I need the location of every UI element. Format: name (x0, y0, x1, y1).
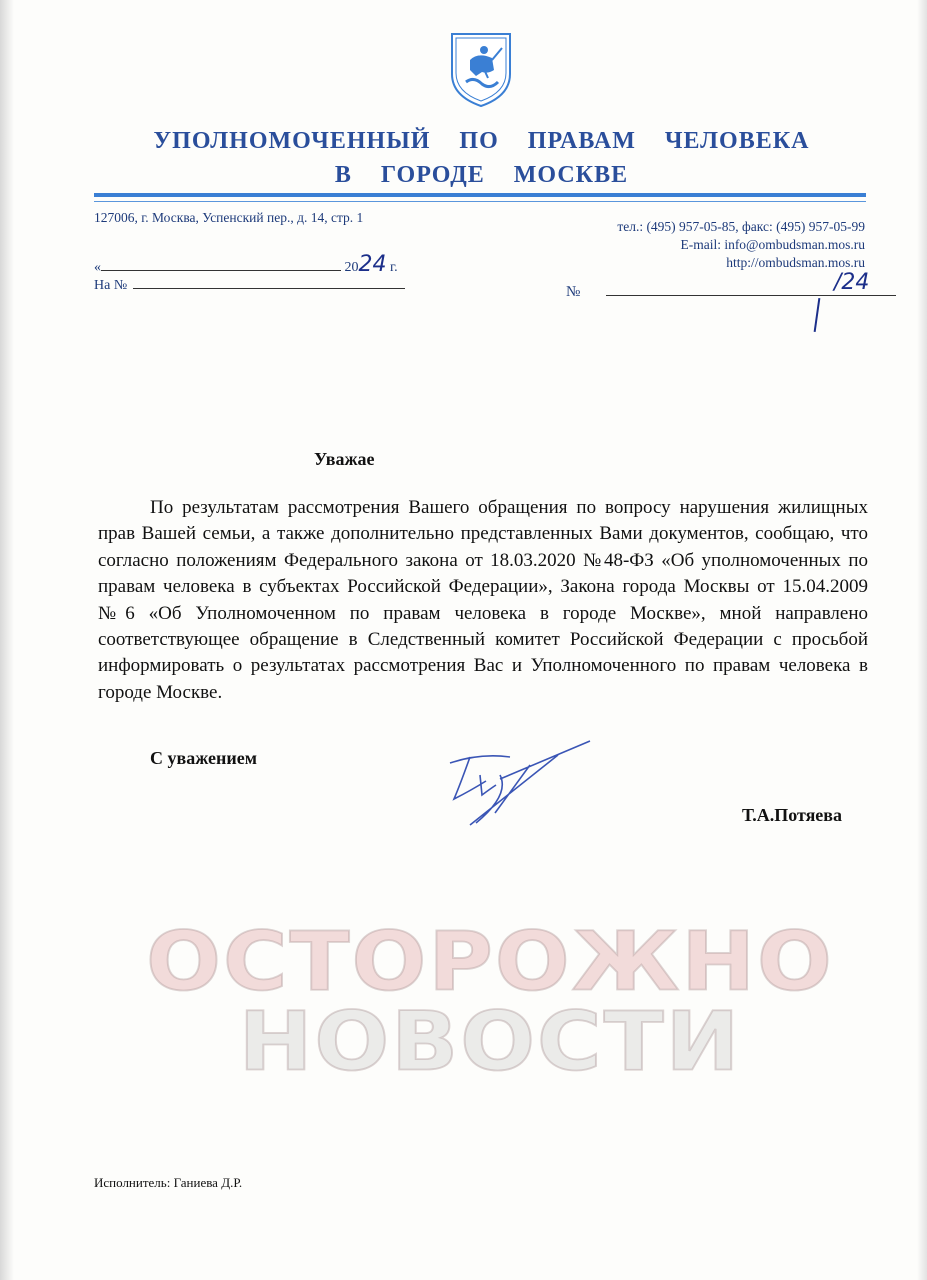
page-shadow-left (0, 0, 14, 1280)
org-phone: тел.: (495) 957-05-85, факс: (495) 957-05-99 (617, 219, 865, 234)
letter-body: По результатам рассмотрения Вашего обращения по вопросу нарушения жилищных прав Вашей семьи, а также дополнительно представленных Вами документов, сообщаю, что согласно положениям Федерального закона от 18.03.2020 №48-ФЗ «Об уполномоченных по правам человека в субъектах Российской Федерации», Закона города Москвы от 15.04.2009 №6 «Об Уполномоченном по правам человека в городе Москве», мной направлено соответствующее обращение в Следственный комитет Российской Федерации с просьбой информировать о результатах рассмотрения Вас и Уполномоченного по правам человека в городе Москве. (98, 497, 868, 703)
reference-label: На № (94, 278, 128, 293)
date-year-prefix: 20 (344, 260, 359, 275)
number-handwritten: /24 (834, 270, 870, 295)
reference-blank (133, 276, 405, 289)
executor-line: Исполнитель: Ганиева Д.Р. (94, 1175, 243, 1190)
org-contacts (505, 218, 865, 272)
number-handwritten-tick (814, 298, 821, 332)
date-line (94, 252, 398, 277)
watermark-line1: ОСТОРОЖНО (146, 914, 834, 1009)
org-title-line2: В ГОРОДЕ МОСКВЕ (334, 162, 629, 188)
signature (440, 735, 605, 835)
reference-line (94, 276, 405, 294)
letter-closing: С уважением (150, 748, 258, 768)
header-rule-thick (94, 193, 866, 197)
page-shadow-right (917, 0, 927, 1280)
date-blank (101, 258, 341, 271)
date-year-suffix: г. (390, 260, 398, 275)
signer-name: Т.А.Потяева (742, 805, 843, 825)
org-website: http://ombudsman.mos.ru (726, 255, 865, 270)
date-open-quote: « (94, 260, 101, 275)
org-address: 127006, г. Москва, Успенский пер., д. 14, стр. 1 (94, 210, 364, 225)
date-year-handwritten: 24 (358, 252, 387, 277)
letter-greeting: Уважае (314, 449, 375, 469)
number-label: № (566, 284, 581, 300)
header-rule-thin (94, 201, 866, 202)
moscow-coat-of-arms-icon (448, 30, 514, 108)
watermark-line2: НОВОСТИ (238, 994, 742, 1089)
org-title-line1: УПОЛНОМОЧЕННЫЙ ПО ПРАВАМ ЧЕЛОВЕКА (153, 128, 810, 154)
org-email: E-mail: info@ombudsman.mos.ru (680, 237, 865, 252)
